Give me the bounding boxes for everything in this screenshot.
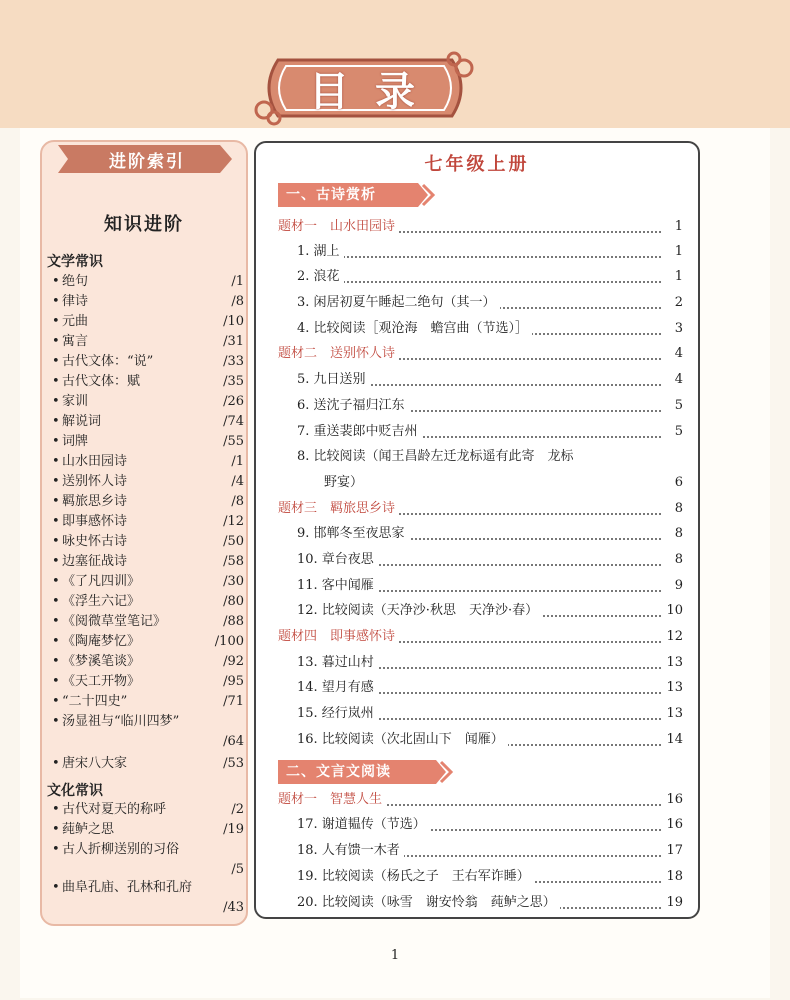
toc-entry[interactable]: 1. 湖上 1 [278,240,683,264]
index-item[interactable]: • 《了凡四训》 /30 [52,574,244,589]
section-title: 一、古诗赏析 [286,187,376,203]
index-tab-label: 进阶索引 [109,151,185,172]
index-item[interactable]: • 《天工开物》 /95 [52,674,244,689]
index-item[interactable]: • 绝句 /1 [52,274,244,289]
index-item[interactable]: • 《梦溪笔谈》 /92 [52,654,244,669]
toc-entry[interactable]: 15. 经行岚州 13 [278,702,683,726]
toc-entry[interactable]: 6. 送沈子福归江东 5 [278,394,683,418]
toc-topic[interactable]: 题材四 即事感怀诗 12 [278,625,683,649]
index-item[interactable]: • 元曲 /10 [52,314,244,329]
index-item[interactable]: • 咏史怀古诗 /50 [52,534,244,549]
toc-entry[interactable]: 17. 谢道韫传（节选） 16 [278,813,683,837]
index-item[interactable]: • “二十四史” /71 [52,694,244,709]
grade-title: 七年级上册 [424,154,530,175]
category-title: 文学常识 [47,254,103,270]
index-item[interactable]: • 《陶庵梦忆》 /100 [52,634,244,649]
toc-topic[interactable]: 题材一 山水田园诗 1 [278,215,683,239]
page-title: 目录 [309,67,441,115]
index-item[interactable]: • 家训 /26 [52,394,244,409]
index-item[interactable]: • 古代文体：“说” /33 [52,354,244,369]
toc-entry[interactable]: 18. 人有馈一木者 17 [278,839,683,863]
toc-entry[interactable]: 2. 浪花 1 [278,265,683,289]
toc-topic[interactable]: 题材一 智慧人生 16 [278,788,683,812]
toc-entry[interactable]: 20. 比较阅读（咏雪 谢安怜翁 莼鲈之思） 19 [278,891,683,915]
section-title: 二、文言文阅读 [286,764,391,780]
index-item[interactable]: • 古人折柳送别的习俗 /5 [52,842,244,877]
index-item[interactable]: • 山水田园诗 /1 [52,454,244,469]
index-item[interactable]: • 《浮生六记》 /80 [52,594,244,609]
toc-entry[interactable]: 16. 比较阅读（次北固山下 闻雁） 14 [278,728,683,752]
index-item[interactable]: • 解说词 /74 [52,414,244,429]
toc-entry[interactable]: 14. 望月有感 13 [278,676,683,700]
index-item[interactable]: • 即事感怀诗 /12 [52,514,244,529]
index-item[interactable]: • 边塞征战诗 /58 [52,554,244,569]
toc-topic[interactable]: 题材三 羁旅思乡诗 8 [278,497,683,521]
index-heading: 知识进阶 [104,214,184,235]
category-title: 文化常识 [47,783,103,799]
toc-entry-continued[interactable]: 野宴） 6 [278,471,683,495]
index-item[interactable]: • 古代文体：赋 /35 [52,374,244,389]
index-item[interactable]: • 寓言 /31 [52,334,244,349]
toc-entry[interactable]: 3. 闲居初夏午睡起二绝句（其一） 2 [278,291,683,315]
index-item[interactable]: • 送别怀人诗 /4 [52,474,244,489]
toc-entry[interactable]: 12. 比较阅读（天净沙·秋思 天净沙·春） 10 [278,599,683,623]
index-item[interactable]: • 古代对夏天的称呼 /2 [52,802,244,817]
toc-entry[interactable]: 4. 比较阅读［观沧海 蟾宫曲（节选）］ 3 [278,317,683,341]
index-item[interactable]: • 唐宋八大家 /53 [52,756,244,771]
toc-entry[interactable]: 5. 九日送别 4 [278,368,683,392]
index-item[interactable]: • 词牌 /55 [52,434,244,449]
index-item[interactable]: • 曲阜孔庙、孔林和孔府 /43 [52,880,244,915]
index-item[interactable]: • 莼鲈之思 /19 [52,822,244,837]
toc-entry[interactable]: 8. 比较阅读（闻王昌龄左迁龙标遥有此寄 龙标 [278,445,683,469]
toc-entry[interactable]: 10. 章台夜思 8 [278,548,683,572]
index-item[interactable]: • 《阅微草堂笔记》 /88 [52,614,244,629]
page-number: 1 [390,948,400,963]
toc-entry[interactable]: 9. 邯郸冬至夜思家 8 [278,522,683,546]
toc-entry[interactable]: 11. 客中闻雁 9 [278,574,683,598]
index-item[interactable]: • 律诗 /8 [52,294,244,309]
toc-entry[interactable]: 19. 比较阅读（杨氏之子 王右军诈睡） 18 [278,865,683,889]
toc-topic[interactable]: 题材二 送别怀人诗 4 [278,342,683,366]
toc-entry[interactable]: 13. 暮过山村 13 [278,651,683,675]
index-item[interactable]: • 汤显祖与“临川四梦” /64 [52,714,244,749]
toc-entry[interactable]: 7. 重送裴郎中贬吉州 5 [278,420,683,444]
index-item[interactable]: • 羁旅思乡诗 /8 [52,494,244,509]
